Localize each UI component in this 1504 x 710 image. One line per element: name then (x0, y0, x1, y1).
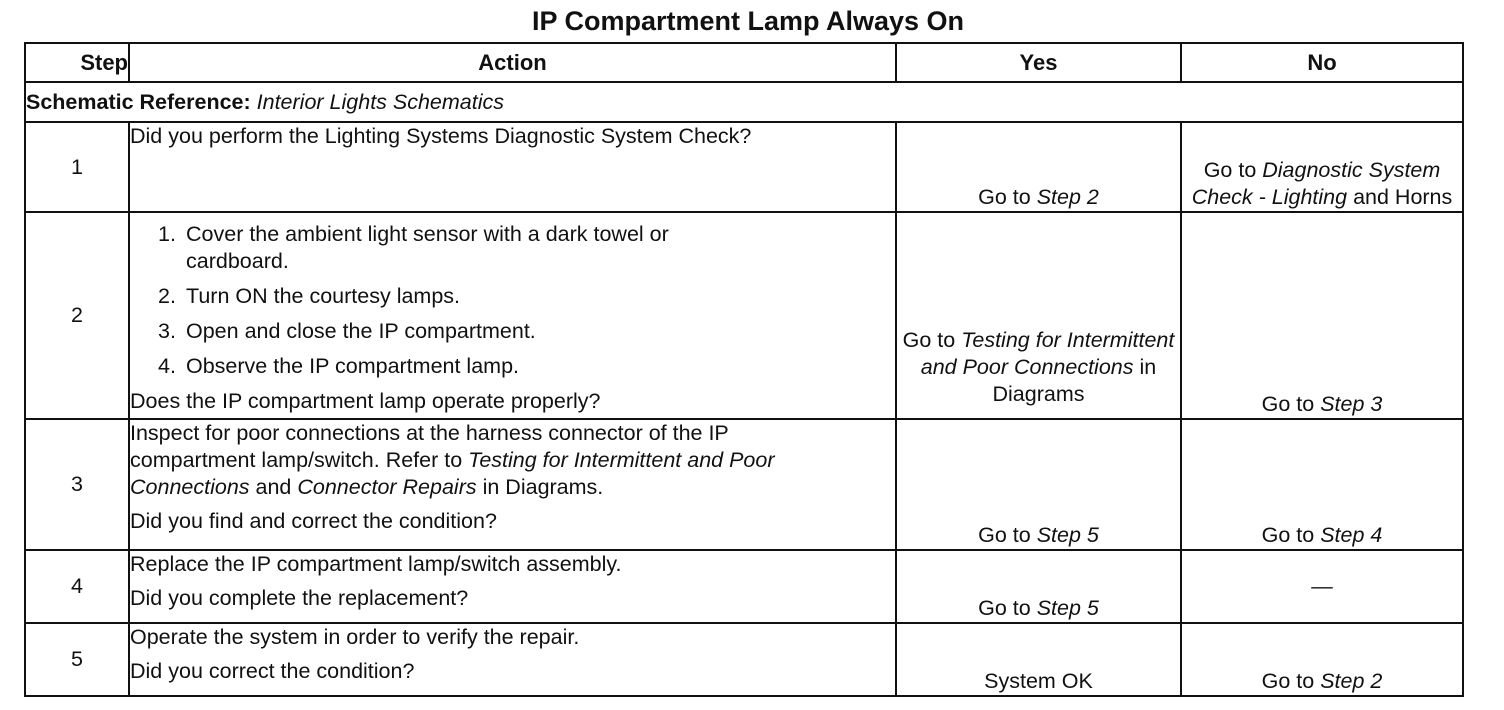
no-action-dash: — (1311, 574, 1333, 598)
yes-cell (896, 623, 1181, 696)
header-row (25, 43, 1463, 82)
procedure-link[interactable]: Testing for Intermittent and Poor Connections (130, 448, 775, 499)
procedure-link[interactable]: Testing for Intermittent and Poor Connections (920, 328, 1175, 379)
procedure-list (130, 221, 895, 380)
list-item: 1. Cover the ambient light sensor with a dark towel or cardboard. (158, 222, 669, 273)
header-no: No (1181, 43, 1463, 82)
step-link[interactable]: Step 3 (1320, 392, 1383, 416)
diagnostic-table (24, 42, 1464, 697)
step-question: Did you find and correct the condition? (130, 509, 497, 533)
step-link[interactable]: Step 2 (1320, 669, 1383, 693)
schematic-link[interactable]: Interior Lights Schematics (256, 89, 505, 114)
action-cell (129, 550, 896, 623)
step-question: Did you correct the condition? (130, 659, 415, 683)
yes-cell: Go to Testing for Intermittent and Poor Connections in Diagrams (896, 212, 1181, 419)
table-row (25, 212, 1463, 419)
step-number: 5 (25, 623, 129, 696)
yes-cell: Go to Step 5 (896, 550, 1181, 623)
table-row (25, 419, 1463, 550)
action-cell (129, 212, 896, 419)
schematic-reference (25, 82, 1463, 122)
step-link[interactable]: Step 5 (1036, 596, 1099, 620)
step-number: 1 (25, 122, 129, 212)
step-number: 2 (25, 212, 129, 419)
step-question: Did you perform the Lighting Systems Diagnostic System Check? (130, 124, 752, 148)
action-cell (129, 623, 896, 696)
page-title: IP Compartment Lamp Always On (531, 6, 965, 36)
table-row (25, 550, 1463, 623)
schematic-label: Schematic Reference: (26, 89, 251, 114)
list-item: 3. Open and close the IP compartment. (158, 319, 536, 343)
step-instruction: Inspect for poor connections at the harness connector of the IP compartment lamp/switch. Refer to Testing for Intermittent and Poor Connections and Connector Repairs in Diagrams. (130, 421, 775, 499)
table-row (25, 122, 1463, 212)
procedure-link[interactable]: Connector Repairs (297, 475, 477, 499)
system-ok-text: System OK (984, 669, 1093, 693)
yes-cell: Go to Step 2 (896, 122, 1181, 212)
action-cell (129, 122, 896, 212)
header-yes: Yes (896, 43, 1181, 82)
list-item: 2. Turn ON the courtesy lamps. (158, 284, 461, 308)
step-instruction: Replace the IP compartment lamp/switch assembly. (130, 552, 622, 576)
no-cell: Go to Step 3 (1181, 212, 1463, 419)
no-cell: Go to Step 4 (1181, 419, 1463, 550)
procedure-link[interactable]: Diagnostic System Check - Lighting (1191, 158, 1441, 209)
yes-cell: Go to Step 5 (896, 419, 1181, 550)
step-link[interactable]: Step 5 (1036, 523, 1099, 547)
action-cell (129, 419, 896, 550)
step-number: 4 (25, 550, 129, 623)
no-cell: Go to Diagnostic System Check - Lighting and Horns (1181, 122, 1463, 212)
no-cell: Go to Step 2 (1181, 623, 1463, 696)
step-question: Does the IP compartment lamp operate properly? (130, 389, 601, 413)
table-row (25, 623, 1463, 696)
step-instruction: Operate the system in order to verify the repair. (130, 625, 580, 649)
step-number: 3 (25, 419, 129, 550)
step-link[interactable]: Step 2 (1036, 185, 1099, 209)
schematic-row (25, 82, 1463, 122)
list-item: 4. Observe the IP compartment lamp. (158, 354, 519, 378)
header-action: Action (129, 43, 896, 82)
no-cell (1181, 550, 1463, 623)
step-link[interactable]: Step 4 (1320, 523, 1383, 547)
step-question: Did you complete the replacement? (130, 586, 469, 610)
header-step: Step (25, 43, 129, 82)
